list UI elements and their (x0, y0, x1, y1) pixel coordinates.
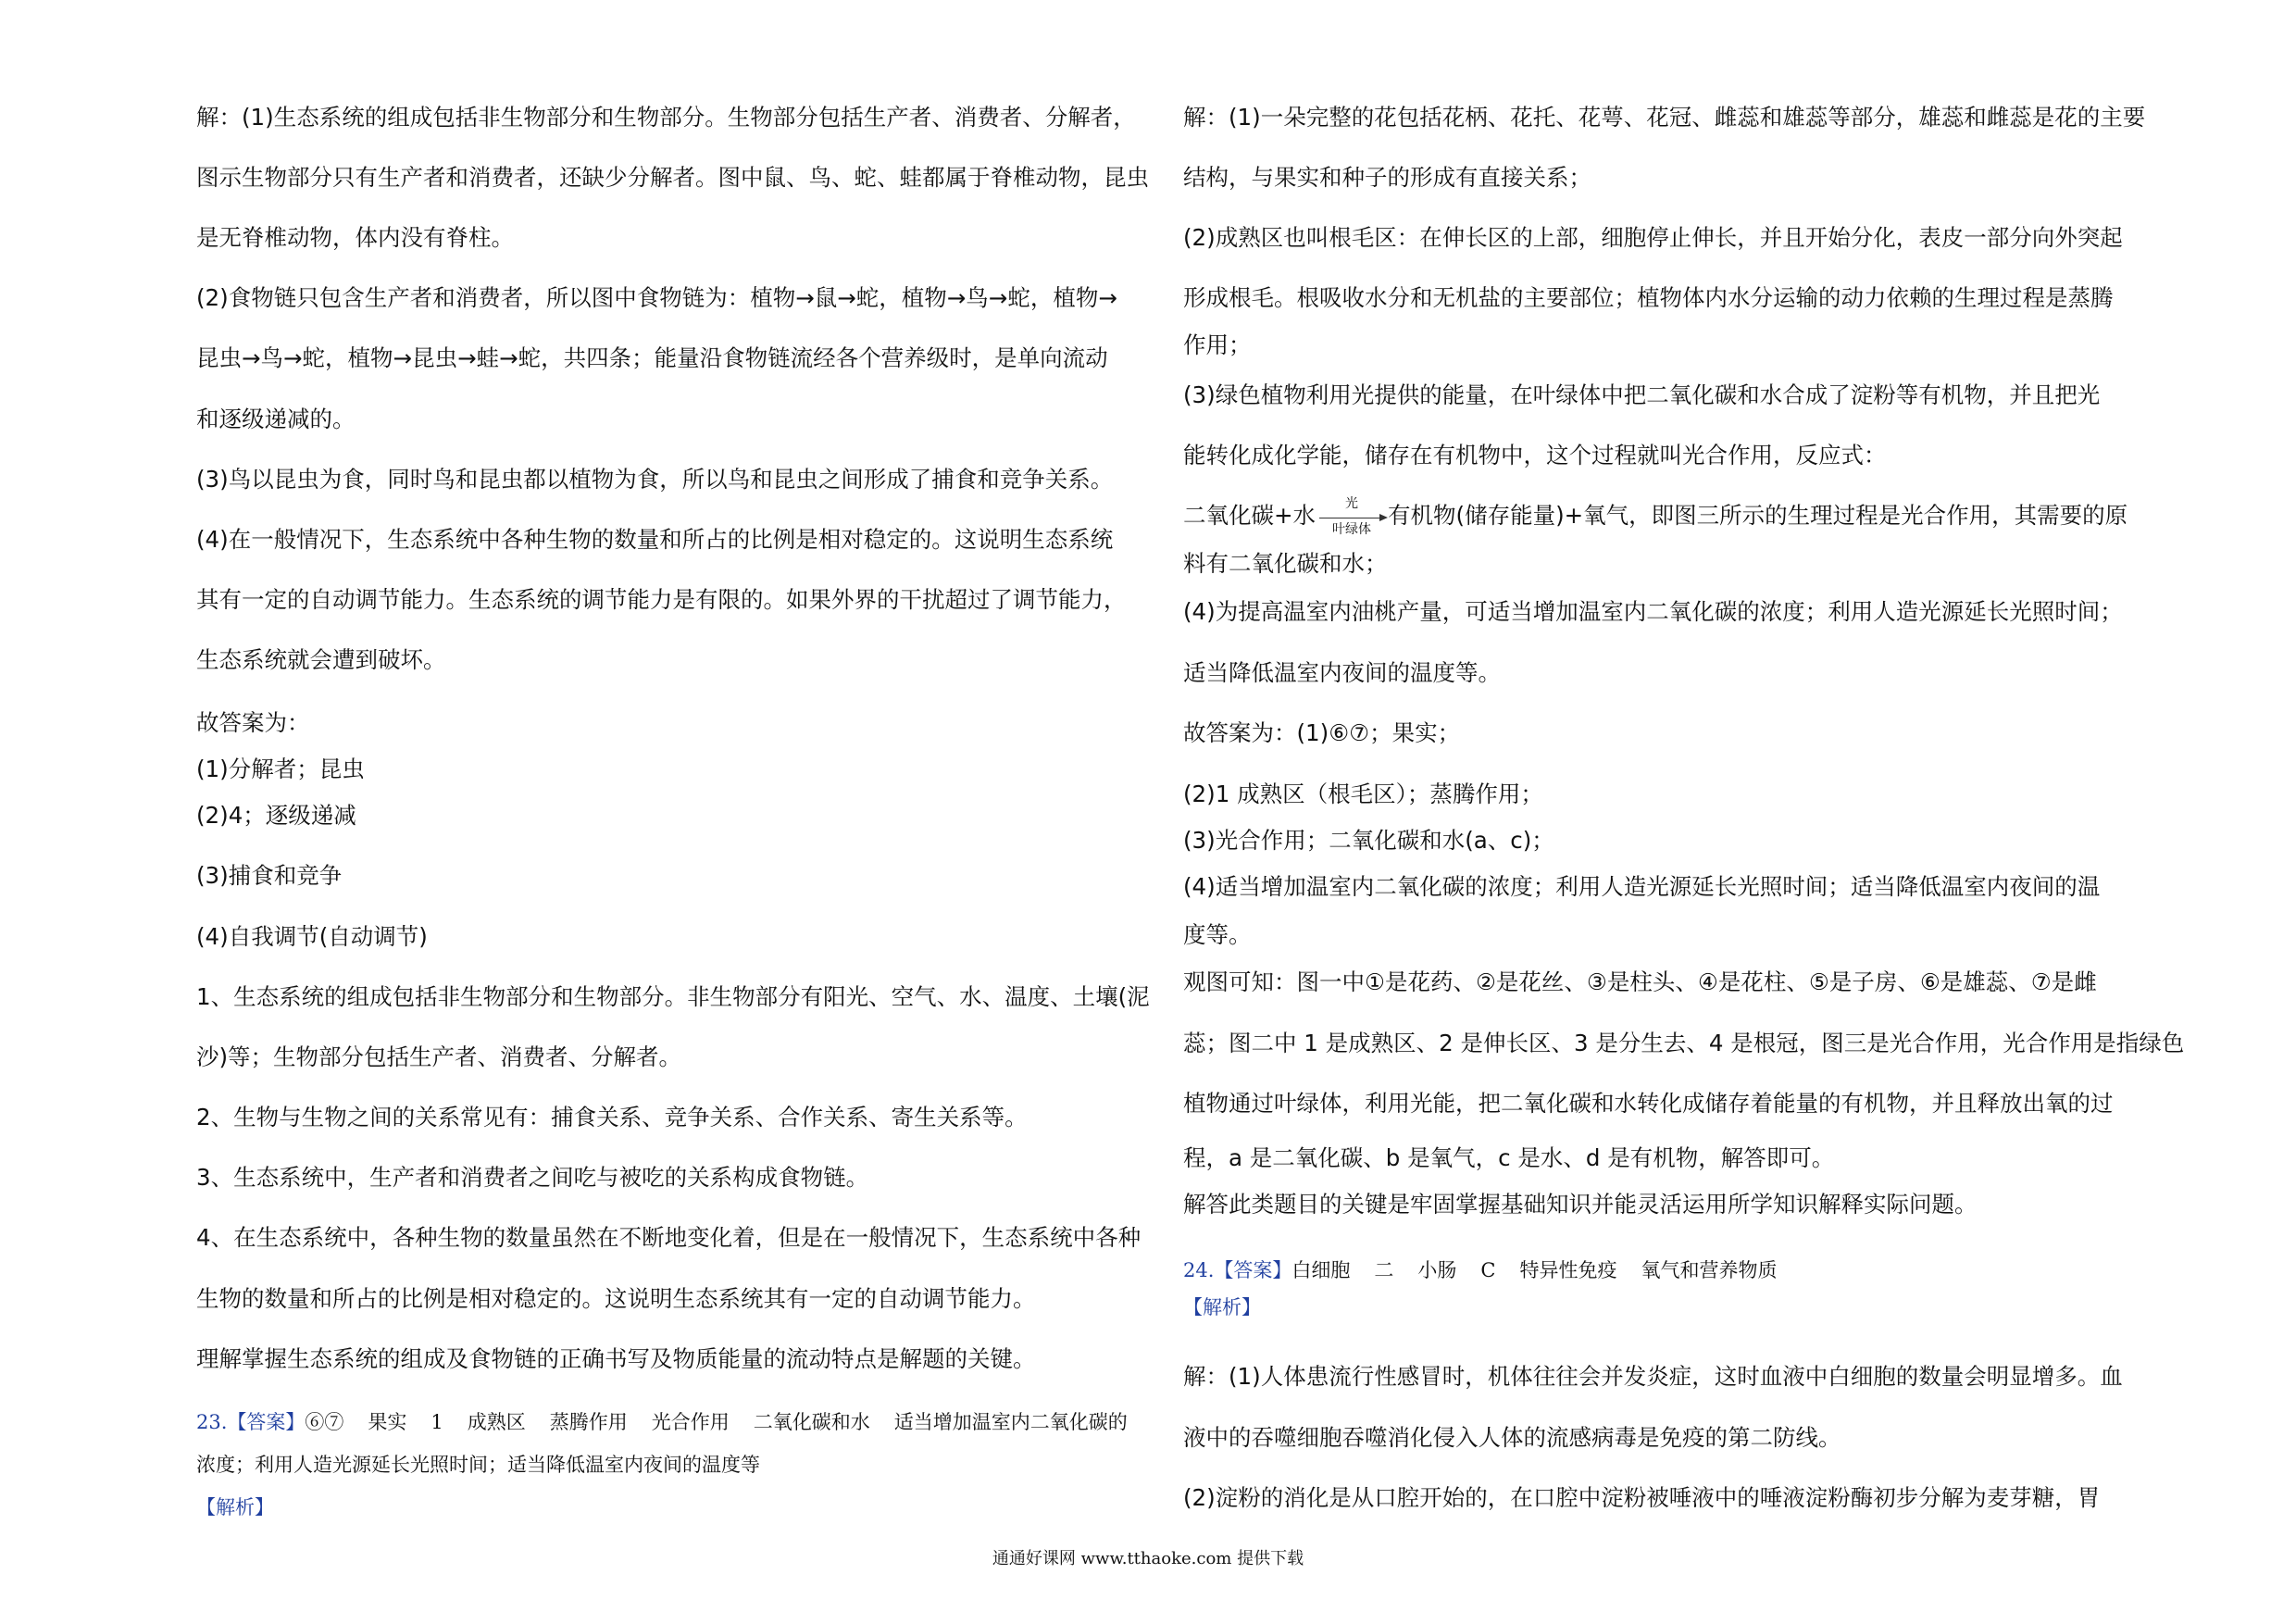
text-line: 故答案为：(1)⑥⑦；果实； (1183, 719, 1461, 746)
reaction-rest: 有机物(储存能量)+氧气，即图三所示的生理过程是光合作用，其需要的原 (1388, 502, 2128, 529)
text-line: 能转化成化学能，储存在有机物中，这个过程就叫光合作用，反应式： (1183, 442, 1887, 468)
text-line: 结构，与果实和种子的形成有直接关系； (1183, 164, 1591, 191)
q23-number: 23. (196, 1411, 228, 1433)
text-line: 蕊；图二中 1 是成熟区、2 是伸长区、3 是分生去、4 是根冠，图三是光合作用，光合作用是指绿色 (1183, 1030, 2185, 1056)
text-line: (2)食物链只包含生产者和消费者，所以图中食物链为：植物→鼠→蛇，植物→鸟→蛇，植物→ (196, 284, 1117, 311)
page-footer: 通通好课网 www.tthaoke.com 提供下载 (992, 1549, 1304, 1568)
text-line: 4、在生态系统中，各种生物的数量虽然在不断地变化着，但是在一般情况下，生态系统中各种 (196, 1224, 1142, 1251)
text-line: 是无脊椎动物，体内没有脊柱。 (196, 224, 514, 251)
text-line: 沙)等；生物部分包括生产者、消费者、分解者。 (196, 1043, 682, 1070)
answer-item: 白细胞 (1292, 1259, 1351, 1281)
reaction-condition-light: 光 (1345, 496, 1359, 511)
text-line: 昆虫→鸟→蛇，植物→昆虫→蛙→蛇，共四条；能量沿食物链流经各个营养级时，是单向流动 (196, 344, 1108, 371)
answer-item: 小肠 (1417, 1259, 1457, 1281)
reaction-line (1183, 496, 2128, 537)
text-line: 故答案为： (196, 709, 310, 736)
text-line: 2、生物与生物之间的关系常见有：捕食关系、竞争关系、合作关系、寄生关系等。 (196, 1104, 1028, 1131)
reactants: 二氧化碳+水 (1183, 502, 1316, 529)
answer-item: 光合作用 (651, 1411, 730, 1433)
text-line: 适当降低温室内夜间的温度等。 (1183, 659, 1501, 686)
text-line: (4)适当增加温室内二氧化碳的浓度；利用人造光源延长光照时间；适当降低温室内夜间的温 (1183, 873, 2101, 900)
text-line: 生态系统就会遭到破坏。 (196, 646, 446, 673)
text-line: (4)自我调节(自动调节) (196, 923, 428, 950)
analysis-tag: 【解析】 (1183, 1296, 1261, 1318)
text-line: 度等。 (1183, 921, 1252, 948)
answer-tag: 【答案】 (227, 1411, 306, 1433)
text-line: 作用； (1183, 331, 1252, 358)
q23-answer-line (196, 1409, 1128, 1435)
text-line: 图示生物部分只有生产者和消费者，还缺少分解者。图中鼠、鸟、蛇、蛙都属于脊椎动物，昆虫 (196, 164, 1149, 191)
text-line: (1)分解者；昆虫 (196, 756, 365, 782)
text-line: (3)鸟以昆虫为食，同时鸟和昆虫都以植物为食，所以鸟和昆虫之间形成了捕食和竞争关系。 (196, 466, 1114, 493)
answer-item: 适当增加温室内二氧化碳的 (893, 1411, 1128, 1433)
text-line: (2)4；逐级递减 (196, 802, 356, 829)
text-line: 和逐级递减的。 (196, 406, 356, 432)
text-line: (2)成熟区也叫根毛区：在伸长区的上部，细胞停止伸长，并且开始分化，表皮一部分向外突起 (1183, 224, 2123, 251)
text-line: 料有二氧化碳和水； (1183, 550, 1388, 577)
text-line: (2)淀粉的消化是从口腔开始的，在口腔中淀粉被唾液中的唾液淀粉酶初步分解为麦芽糖，胃 (1183, 1484, 2101, 1511)
text-line: (3)光合作用；二氧化碳和水(a、c)； (1183, 827, 1554, 854)
analysis-tag: 【解析】 (196, 1496, 274, 1518)
text-line: 解：(1)生态系统的组成包括非生物部分和生物部分。生物部分包括生产者、消费者、分解者， (196, 104, 1136, 131)
answer-item: ⑥⑦ (305, 1411, 344, 1433)
answer-item: 二氧化碳和水 (753, 1411, 870, 1433)
text-line: (2)1 成熟区（根毛区）；蒸腾作用； (1183, 781, 1543, 807)
text-line: 程，a 是二氧化碳、b 是氧气，c 是水、d 是有机物，解答即可。 (1183, 1144, 1835, 1171)
text-line: 1、生态系统的组成包括非生物部分和生物部分。非生物部分有阳光、空气、水、温度、土壤(泥 (196, 983, 1150, 1010)
text-line: (3)绿色植物利用光提供的能量，在叶绿体中把二氧化碳和水合成了淀粉等有机物，并且把光 (1183, 381, 2101, 408)
text-line: (4)为提高温室内油桃产量，可适当增加温室内二氧化碳的浓度；利用人造光源延长光照时间； (1183, 598, 2123, 625)
answer-item: 蒸腾作用 (549, 1411, 628, 1433)
text-line: 植物通过叶绿体，利用光能，把二氧化碳和水转化成储存着能量的有机物，并且释放出氧的过 (1183, 1090, 2114, 1117)
answer-tag: 【答案】 (1214, 1259, 1292, 1281)
q24-answer-line (1183, 1257, 1777, 1283)
answer-item: 二 (1374, 1259, 1394, 1281)
text-line: 生物的数量和所占的比例是相对稳定的。这说明生态系统其有一定的自动调节能力。 (196, 1285, 1036, 1312)
q23-answer-cont: 浓度；利用人造光源延长光照时间；适当降低温室内夜间的温度等 (196, 1454, 760, 1476)
answer-item: 1 (430, 1411, 443, 1433)
answer-item: 特异性免疫 (1519, 1259, 1617, 1281)
text-line: 理解掌握生态系统的组成及食物链的正确书写及物质能量的流动特点是解题的关键。 (196, 1345, 1036, 1372)
reaction-arrow (1316, 496, 1388, 537)
reaction-condition-chloroplast: 叶绿体 (1332, 522, 1372, 537)
text-line: 3、生态系统中，生产者和消费者之间吃与被吃的关系构成食物链。 (196, 1164, 869, 1191)
text-line: 解：(1)一朵完整的花包括花柄、花托、花萼、花冠、雌蕊和雄蕊等部分，雄蕊和雌蕊是花的主要 (1183, 104, 2146, 131)
text-line: 液中的吞噬细胞吞噬消化侵入人体的流感病毒是免疫的第二防线。 (1183, 1424, 1841, 1451)
text-line: 观图可知：图一中①是花药、②是花丝、③是柱头、④是花柱、⑤是子房、⑥是雄蕊、⑦是雌 (1183, 968, 2097, 995)
text-line: (4)在一般情况下，生态系统中各种生物的数量和所占的比例是相对稳定的。这说明生态系统 (196, 526, 1114, 553)
answer-item: C (1480, 1259, 1496, 1281)
text-line: 解：(1)人体患流行性感冒时，机体往往会并发炎症，这时血液中白细胞的数量会明显增多。血 (1183, 1363, 2123, 1390)
text-line: (3)捕食和竞争 (196, 862, 343, 889)
answer-item: 氧气和营养物质 (1641, 1259, 1778, 1281)
text-line: 形成根毛。根吸收水分和无机盐的主要部位；植物体内水分运输的动力依赖的生理过程是蒸腾 (1183, 284, 2114, 311)
answer-item: 果实 (368, 1411, 407, 1433)
text-line: 解答此类题目的关键是牢固掌握基础知识并能灵活运用所学知识解释实际问题。 (1183, 1191, 1978, 1218)
answer-item: 成熟区 (467, 1411, 526, 1433)
q24-number: 24. (1183, 1259, 1215, 1281)
text-line: 其有一定的自动调节能力。生态系统的调节能力是有限的。如果外界的干扰超过了调节能力， (196, 586, 1127, 613)
